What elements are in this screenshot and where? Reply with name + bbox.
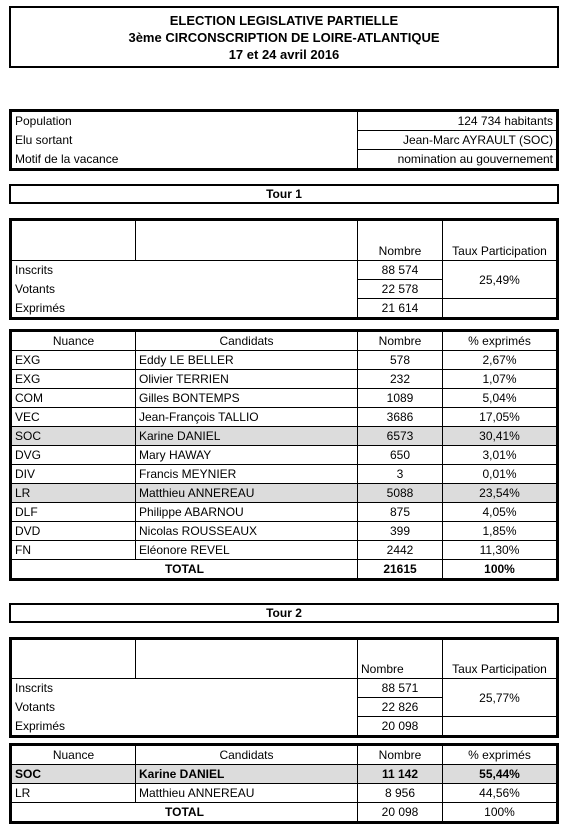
candidate-votes: 650: [358, 446, 443, 465]
col-pct-header: % exprimés: [443, 746, 557, 765]
info-value: nomination au gouvernement: [358, 150, 557, 169]
table-row: [12, 261, 557, 280]
candidate-votes: 1089: [358, 389, 443, 408]
total-pct: 100%: [443, 560, 557, 579]
candidate-row: [12, 784, 557, 803]
row-label: Exprimés: [12, 299, 358, 318]
row-value: 22 826: [358, 698, 443, 717]
tour1-title: Tour 1: [9, 184, 559, 204]
candidate-row: [12, 427, 557, 446]
candidate-row: [12, 765, 557, 784]
candidate-pct: 4,05%: [443, 503, 557, 522]
candidate-votes: 578: [358, 351, 443, 370]
header-subtitle: 3ème CIRCONSCRIPTION DE LOIRE-ATLANTIQUE: [128, 30, 440, 45]
candidate-row: [12, 503, 557, 522]
row-value: 20 098: [358, 717, 443, 736]
table-header-row: [12, 221, 557, 261]
candidate-nuance: SOC: [12, 427, 136, 446]
tour2-candidates-table: [9, 743, 559, 824]
candidate-pct: 5,04%: [443, 389, 557, 408]
table-header-row: [12, 640, 557, 679]
col-candidats-header: Candidats: [136, 332, 358, 351]
candidate-name: Gilles BONTEMPS: [136, 389, 358, 408]
table-row: [12, 679, 557, 698]
row-value: 21 614: [358, 299, 443, 318]
candidate-votes: 399: [358, 522, 443, 541]
candidate-votes: 875: [358, 503, 443, 522]
info-row-population: [12, 112, 557, 131]
total-pct: 100%: [443, 803, 557, 822]
candidate-pct: 55,44%: [443, 765, 557, 784]
row-label: Votants: [12, 698, 358, 717]
candidate-pct: 23,54%: [443, 484, 557, 503]
candidate-nuance: VEC: [12, 408, 136, 427]
candidate-row: [12, 541, 557, 560]
col-candidats-header: Candidats: [136, 746, 358, 765]
info-row-motif: [12, 150, 557, 169]
candidate-row: [12, 389, 557, 408]
info-value: Jean-Marc AYRAULT (SOC): [358, 131, 557, 150]
candidate-pct: 1,85%: [443, 522, 557, 541]
info-table: [9, 109, 559, 171]
table-header-row: [12, 332, 557, 351]
info-label: Motif de la vacance: [12, 150, 358, 169]
row-label: Inscrits: [12, 261, 358, 280]
col-nuance-header: Nuance: [12, 332, 136, 351]
header-dates: 17 et 24 avril 2016: [228, 47, 340, 62]
candidate-pct: 1,07%: [443, 370, 557, 389]
candidate-row: [12, 408, 557, 427]
candidate-name: Karine DANIEL: [136, 427, 358, 446]
candidate-nuance: DVG: [12, 446, 136, 465]
candidate-nuance: COM: [12, 389, 136, 408]
candidate-nuance: EXG: [12, 351, 136, 370]
col-nombre-header: Nombre: [358, 332, 443, 351]
candidate-votes: 6573: [358, 427, 443, 446]
candidate-votes: 5088: [358, 484, 443, 503]
candidate-nuance: DIV: [12, 465, 136, 484]
info-value: 124 734 habitants: [358, 112, 557, 131]
row-label: Inscrits: [12, 679, 358, 698]
taux-participation-value: 25,77%: [443, 679, 557, 717]
tour1-candidates-table: [9, 329, 559, 581]
taux-participation-value: 25,49%: [443, 261, 557, 299]
candidate-row: [12, 522, 557, 541]
candidate-name: Mary HAWAY: [136, 446, 358, 465]
candidate-votes: 232: [358, 370, 443, 389]
candidate-nuance: LR: [12, 484, 136, 503]
row-value: 88 571: [358, 679, 443, 698]
candidate-name: Olivier TERRIEN: [136, 370, 358, 389]
candidate-name: Nicolas ROUSSEAUX: [136, 522, 358, 541]
table-header-row: [12, 746, 557, 765]
row-value: 88 574: [358, 261, 443, 280]
col-nuance-header: Nuance: [12, 746, 136, 765]
candidate-row: [12, 484, 557, 503]
col-nombre-header: Nombre: [358, 746, 443, 765]
candidate-nuance: DLF: [12, 503, 136, 522]
info-label: Elu sortant: [12, 131, 358, 150]
total-label: TOTAL: [12, 560, 358, 579]
info-row-elu: [12, 131, 557, 150]
header-title: ELECTION LEGISLATIVE PARTIELLE: [169, 13, 399, 28]
candidate-pct: 2,67%: [443, 351, 557, 370]
candidate-votes: 8 956: [358, 784, 443, 803]
tour1-participation-table: [9, 218, 559, 320]
candidate-pct: 3,01%: [443, 446, 557, 465]
table-row: [12, 717, 557, 736]
candidate-name: Francis MEYNIER: [136, 465, 358, 484]
table-row: [12, 299, 557, 318]
candidate-row: [12, 351, 557, 370]
candidate-pct: 44,56%: [443, 784, 557, 803]
total-nombre: 21615: [358, 560, 443, 579]
candidate-name: Eléonore REVEL: [136, 541, 358, 560]
candidate-name: Matthieu ANNEREAU: [136, 784, 358, 803]
candidate-row: [12, 446, 557, 465]
total-row: [12, 560, 557, 579]
col-pct-header: % exprimés: [443, 332, 557, 351]
candidate-votes: 3686: [358, 408, 443, 427]
candidate-nuance: SOC: [12, 765, 136, 784]
col-nombre-header: Nombre: [358, 640, 443, 679]
candidate-name: Matthieu ANNEREAU: [136, 484, 358, 503]
total-label: TOTAL: [12, 803, 358, 822]
info-label: Population: [12, 112, 358, 131]
row-value: 22 578: [358, 280, 443, 299]
candidate-pct: 30,41%: [443, 427, 557, 446]
candidate-row: [12, 370, 557, 389]
col-taux-header: Taux Participation: [443, 640, 557, 679]
candidate-name: Philippe ABARNOU: [136, 503, 358, 522]
total-row: [12, 803, 557, 822]
tour2-title: Tour 2: [9, 603, 559, 623]
candidate-votes: 11 142: [358, 765, 443, 784]
candidate-nuance: DVD: [12, 522, 136, 541]
candidate-pct: 17,05%: [443, 408, 557, 427]
col-nombre-header: Nombre: [358, 221, 443, 261]
candidate-votes: 2442: [358, 541, 443, 560]
candidate-name: Eddy LE BELLER: [136, 351, 358, 370]
row-label: Votants: [12, 280, 358, 299]
col-taux-header: Taux Participation: [443, 221, 557, 261]
candidate-name: Jean-François TALLIO: [136, 408, 358, 427]
document-header: [9, 6, 559, 68]
candidate-votes: 3: [358, 465, 443, 484]
row-label: Exprimés: [12, 717, 358, 736]
total-nombre: 20 098: [358, 803, 443, 822]
candidate-pct: 11,30%: [443, 541, 557, 560]
candidate-nuance: LR: [12, 784, 136, 803]
candidate-name: Karine DANIEL: [136, 765, 358, 784]
candidate-pct: 0,01%: [443, 465, 557, 484]
tour2-participation-table: [9, 637, 559, 738]
candidate-nuance: FN: [12, 541, 136, 560]
candidate-row: [12, 465, 557, 484]
candidate-nuance: EXG: [12, 370, 136, 389]
